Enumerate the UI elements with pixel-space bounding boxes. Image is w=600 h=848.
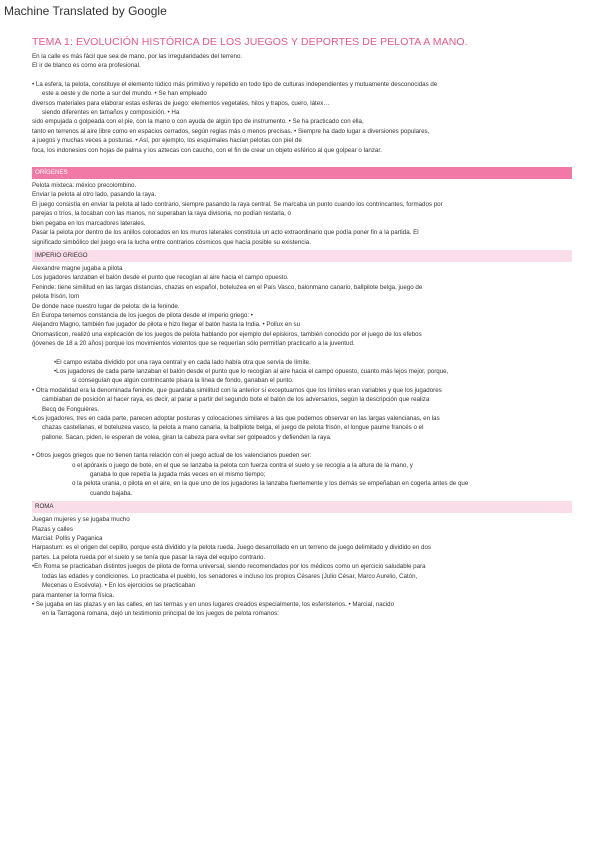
paragraph-line: • Otra modalidad era la denominada feninde, que guardaba similitud con la anterior si exceptuamos que los límites eran variables y que los jugadores — [32, 386, 442, 394]
intro-line: En la calle es más fácil que sea de mano, por las irregularidades del terreno. — [32, 53, 243, 60]
paragraph-line: •Los jugadores, tres en cada parte, parecen adoptar posturas y colocaciones similares a las que podemos observar en las largas valencianas, en las — [32, 415, 440, 422]
paragraph-line: • Se jugaba en las plazas y en las calles, en las termas y en unos lugares creados especialmente, los esferisterios. • Marcial, nacido — [32, 600, 395, 608]
list-item: cuando bajaba. — [90, 489, 133, 497]
paragraph-line: En Europa tenemos constancia de los juegos de pilota desde el imperio griego: • — [32, 311, 253, 319]
paragraph-line: siendo diferentes en tamaños y composición. • Ha — [42, 109, 180, 117]
paragraph-line: Marcial: Pollis y Paganica — [32, 535, 103, 543]
section-header-imperio-griego: IMPERIO GRIEGO — [32, 250, 572, 262]
paragraph-line: diversos materiales para elaborar estas esferas de juego: elementos vegetales, hilos y trapos, cuero, látex… — [32, 99, 330, 107]
paragraph-line: partes. La pelota rueda por el suelo y se tenía que pasar la raya del equipo contrario. — [32, 553, 266, 561]
paragraph-line: en la Tarragona romana, dejó un testimonio principal de los juegos de pelota romanos: — [42, 610, 279, 618]
paragraph-line: bien pegaba en los marcadores laterales. — [32, 219, 146, 227]
list-item: •Los jugadores de cada parte lanzaban el balón desde el punto que lo recogían al aire hacia el campo opuesto, cuanto más lejos mejor, porque, — [54, 367, 449, 375]
paragraph-line: • La esfera, la pelota, constituye el elemento lúdico más primitivo y repetido en todo tipo de culturas independientes y mutuamente desconocidas de — [32, 80, 438, 88]
paragraph-line: Alejandro Magno, también fue jugador de pilota e hizo llegar el balón hasta la India. • Pollux en su — [32, 321, 301, 329]
paragraph-line: Pasar la pelota por dentro de los anillos colocados en los muros laterales constituía un acto extraordinario que podía poner fin a la partida. El — [32, 229, 419, 237]
translation-banner: Machine Translated by Google — [4, 4, 167, 18]
paragraph-line: Becq de Fonguières. — [42, 405, 100, 413]
page-title: TEMA 1: EVOLUCIÓN HISTÓRICA DE LOS JUEGOS Y DEPORTES DE PELOTA A MANO. — [32, 36, 468, 48]
paragraph-line: Onomasticon, realizó una explicación de los juegos de pelota hablando por ejemplo del episkiros, también conocido por el juego de los efebos — [32, 330, 422, 338]
intro-line: El ir de blanco es como era profesional. — [32, 62, 141, 70]
paragraph-line: Mecenas o Escévola). • En los ejercicios se practicaban — [42, 582, 196, 590]
paragraph-line: • Otros juegos griegos que no tienen tanta relación con el juego actual de los valencianos pueden ser: — [32, 452, 312, 460]
paragraph-line: para mantener la forma física. — [32, 591, 115, 599]
list-item: •El campo estaba dividido por una raya central y en cada lado había otra que servía de límite. — [54, 358, 311, 366]
list-item: o el apóraxis o juego de bote, en el que se lanzaba la pelota con fuerza contra el suelo y se recogía a la altura de la mano, y — [72, 461, 413, 469]
paragraph-line: Alexandre magne jugaba a pilota — [32, 264, 123, 272]
paragraph-line: De donde nace nuestro lugar de pelota: de la feninde. — [32, 302, 180, 310]
paragraph-line: chazas castellanas, el boteluzea vasco, la pelota a mano canaria, la ballpilote belga, el juego de pelota frisón, el longue paume francés o el — [42, 424, 424, 432]
paragraph-line: a juegos y muchas veces a posturas. • Así, por ejemplo, los esquimales hacían pelotas con piel de — [32, 137, 302, 145]
paragraph-line: tanto en terrenos al aire libre como en espacios cerrados, según reglas más o menos precisas. • Siempre ha dado lugar a diversiones populares, — [32, 127, 430, 135]
paragraph-line: significado simbólico del juego era la lucha entre contrarios cósmicos que hacía posible su existencia. — [32, 238, 311, 246]
paragraph-line: todas las edades y condiciones. Lo practicaba el pueblo, los senadores e incluso los propios Césares (Julio César, Marco Aurelio, Catón, — [42, 572, 418, 580]
list-item: ganaba lo que repetía la jugada más veces en el mismo tiempo; — [90, 471, 266, 479]
paragraph-line: Harpastum: es el origen del cepillo, porque está dividido y la pelota rueda. Juego desarrollado en un terreno de juego delimitado y dividido en dos — [32, 544, 432, 552]
paragraph-line: Juegan mujeres y se jugaba mucho — [32, 516, 130, 524]
section-header-roma: ROMA — [32, 501, 572, 513]
paragraph-line: •En Roma se practicaban distintos juegos de pilota de forma universal, siendo recomendados por los médicos como un ejercicio saludable para — [32, 563, 426, 571]
paragraph-line: pallone. Sacan, piden, le esperan de volea, giran la cabeza para evitar ser golpeados y defienden la raya. — [42, 433, 332, 441]
paragraph-line: sido empujada o golpeada con el pie, con la mano o con ayuda de algún tipo de instrumento. • Se ha practicado con ella, — [32, 118, 364, 126]
paragraph-line: Los jugadores lanzaban el balón desde el punto que recogían al aire hacia el campo opuesto. — [32, 274, 289, 282]
document-page — [32, 36, 572, 619]
paragraph-line: cambiaban de posición al hacer raya, es decir, al parar a partir del segundo bote el balón de los adversarios, según la descripción que realiza — [42, 396, 430, 404]
paragraph-line: foca, los indonesios con hojas de palma y los aztecas con caucho, con el fin de crear un objeto esférico al que golpear o lanzar. — [32, 146, 382, 154]
paragraph-line: este a oeste y de norte a sur del mundo. • Se han empleado — [42, 90, 207, 98]
list-item: si conseguían que algún contrincante pisara la línea de fondo, ganaban el punto. — [72, 377, 294, 385]
paragraph-line: parejas o tríos, la tocaban con las manos, no superaban la raya divisoria, no podían restarla, o — [32, 210, 291, 218]
paragraph-line: Plazas y calles — [32, 525, 73, 533]
paragraph-line: (jóvenes de 18 a 20 años) porque los movimientos violentos que se requerían sólo permitían practicarlo a la juventud. — [32, 340, 355, 348]
paragraph-line: Enviar la pelota al otro lado, pasando la raya. — [32, 191, 157, 199]
paragraph-line: El juego consistía en enviar la pelota al lado contrario, siempre pasando la raya central. Se marcaba un punto cuando los contrincantes, formados por — [32, 200, 443, 208]
paragraph-line: Pelota mixteca: méxico precolombino. — [32, 182, 137, 190]
list-item: o la pelota urania, o pilota en el aire, en la que uno de los jugadores la lanzaba fuertemente y los demás se empeñaban en cogerla antes de que — [72, 480, 469, 488]
section-header-origenes: ORÍGENES — [32, 167, 572, 179]
paragraph-line: Feninde: tiene similitud en las largas distancias, chazas en español, boteluzea en el País Vasco, balonmano canario, ballpilote belga, juego de — [32, 283, 423, 291]
paragraph-line: pelota frisón, lom — [32, 293, 80, 301]
